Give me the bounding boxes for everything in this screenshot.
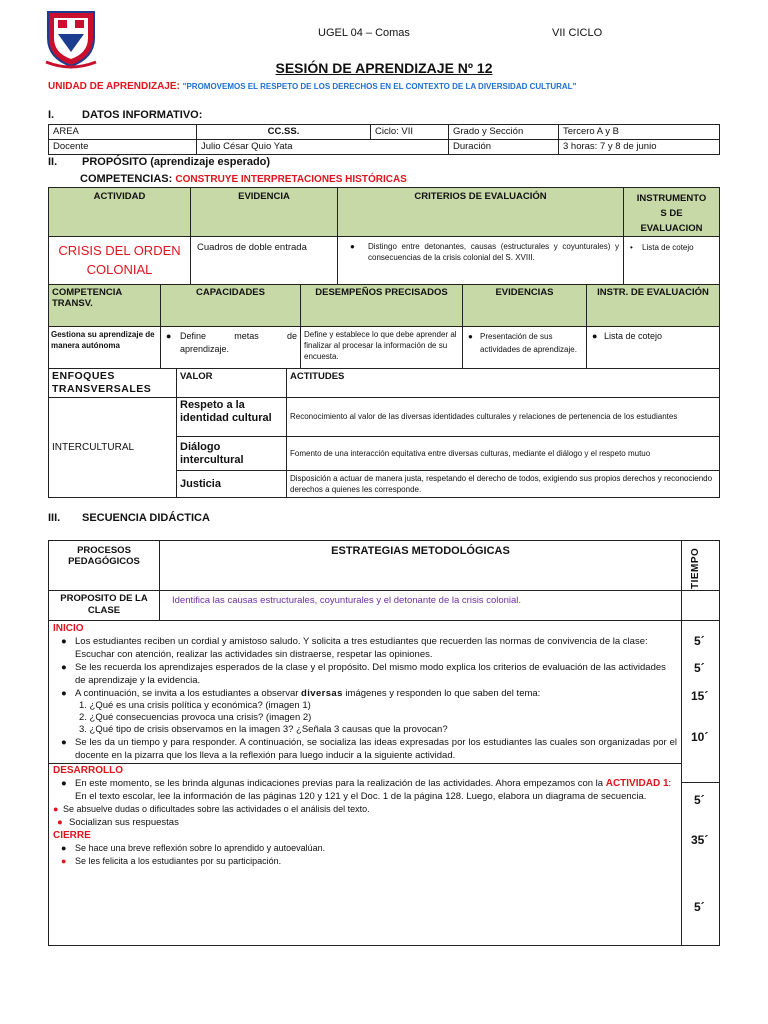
actitud-justicia: Disposición a actuar de manera justa, respetando el derecho de todos, exigiendo sus propios derechos y reconociendo derechos a quienes les corresponde.: [287, 471, 720, 498]
secuencia-table: [48, 540, 720, 946]
competencias-label: COMPETENCIAS:: [80, 173, 173, 185]
desarrollo-item-2: ● Se absuelve dudas o dificultades sobre las actividades o el análisis del texto.: [53, 804, 370, 814]
inicio-item-4: ● Se les da un tiempo y para responder. A continuación, se socializa las ideas expresadas por los estudiantes las cuales son organizadas por el docente en la pizarra que los lleva a la reflexión para luego inducir a la siguiente actividad.: [61, 737, 677, 761]
inicio-item-2: ● Se les recuerda los aprendizajes esperados de la clase y el propósito. Del mismo modo explica los criterios de evaluación de las actividades de aprendizaje y la evidencia.: [61, 662, 666, 686]
datos-heading: [48, 109, 202, 121]
col-competencia-transv: COMPETENCIA TRANSV.: [49, 285, 161, 327]
tiempo-3: 15´: [691, 689, 709, 703]
col-valor: VALOR: [177, 369, 287, 398]
desarrollo-label: DESARROLLO: [53, 765, 123, 776]
criterio-cell: ● Distingo entre detonantes, causas (estructurales y coyunturales) y consecuencias de la crisis colonial del S. XVIII.: [338, 237, 624, 287]
col-enfoques: ENFOQUES TRANSVERSALES: [49, 369, 177, 398]
competencias-value: CONSTRUYE INTERPRETACIONES HISTÓRICAS: [175, 174, 407, 185]
inicio-item-3: ● A continuación, se invita a los estudiantes a observar diversas imágenes y responden lo que saben del tema:: [61, 688, 541, 699]
grado-label: Grado y Sección: [449, 125, 559, 140]
page-title: SESIÓN DE APRENDIZAJE Nº 12: [275, 60, 493, 76]
cierre-label: CIERRE: [53, 830, 91, 841]
cierre-item-1: ● Se hace una breve reflexión sobre lo aprendido y autoevalúan.: [61, 843, 326, 853]
area-value: CC.SS.: [197, 125, 371, 140]
evidencia-transv-value: Presentación de sus actividades de aprendizaje.: [480, 332, 577, 354]
pregunta-2: 2. ¿Qué consecuencias provoca una crisis? (imagen 2): [79, 712, 312, 723]
pregunta-3: 3. ¿Qué tipo de crisis observamos en la imagen 3? ¿Señala 3 causas que la provocan?: [79, 724, 448, 735]
ciclo-value: Ciclo: VII: [371, 125, 449, 140]
tiempo-4: 10´: [691, 730, 709, 744]
col-instr-evaluacion: INSTR. DE EVALUACIÓN: [587, 285, 720, 327]
instrumento-value: Lista de cotejo: [642, 243, 694, 252]
ugel-label: UGEL 04 – Comas: [318, 27, 410, 39]
proposito-clase-label: PROPOSITO DE LA CLASE: [49, 591, 160, 621]
enfoque-value: [49, 398, 177, 498]
instrumento-cell: • Lista de cotejo: [624, 237, 720, 287]
actitud-dialogo: Fomento de una interacción equitativa entre diversas culturas, mediante el diálogo y el respeto mutuo: [287, 437, 720, 471]
cierre-item-2: ● Se les felicita a los estudiantes por su participación.: [61, 856, 282, 866]
evidencia-transv-cell: ● Presentación de sus actividades de aprendizaje.: [463, 327, 587, 369]
proposito-heading-num: II.: [48, 156, 58, 168]
secuencia-body: [49, 621, 682, 946]
desarrollo-item-3: ● Socializan sus respuestas: [57, 817, 179, 828]
unidad-value: "PROMOVEMOS EL RESPETO DE LOS DERECHOS EN EL CONTEXTO DE LA DIVERSIDAD CULTURAL": [182, 82, 577, 91]
col-criterios: CRITERIOS DE EVALUACIÓN: [338, 188, 624, 237]
criterio-value: Distingo entre detonantes, causas (estructurales y coyunturales) y consecuencias de la crisis colonial del S. XVIII.: [368, 242, 619, 262]
datos-heading-num: I.: [48, 109, 55, 121]
desarrollo-item-1: ● En este momento, se les brinda algunas indicaciones previas para la realización de las actividades. Ahora empezamos con la ACTIVIDAD 1: En el texto escolar, lee la información de las páginas 120 y 121 y el Doc. 1 de la página 128. Luego, elabora un diagrama de secuencia.: [61, 778, 672, 802]
capacidad-value: Define metas de aprendizaje.: [180, 331, 297, 354]
ciclo-label: VII CICLO: [552, 27, 603, 39]
pregunta-1: 1. ¿Qué es una crisis política y económica? (imagen 1): [79, 700, 311, 711]
enfoque-text: INTERCULTURAL: [52, 442, 135, 453]
tiempo-2: 5´: [694, 661, 705, 675]
datos-heading-text: DATOS INFORMATIVO:: [82, 109, 203, 121]
cierre-list: [53, 842, 677, 868]
proposito-table: [48, 187, 720, 287]
duracion-value: 3 horas: 7 y 8 de junio: [559, 140, 720, 155]
docente-label: Docente: [49, 140, 197, 155]
secuencia-heading-text: SECUENCIA DIDÁCTICA: [82, 512, 210, 524]
inicio-item-1: ● Los estudiantes reciben un cordial y amistoso saludo. Y solicita a tres estudiantes que recuerden las normas de convivencia de la clase: Escuchar con atención, realizar las actividades sin distraerse, respetar las opiniones.: [61, 636, 648, 660]
valor-respeto: Respeto a la identidad cultural: [177, 398, 287, 437]
competencia-transv-value: Gestiona su aprendizaje de manera autónoma: [49, 327, 161, 369]
tiempo-1: 5´: [694, 634, 705, 648]
col-tiempo: [682, 541, 720, 591]
tiempo-6: 35´: [691, 833, 709, 847]
col-actividad: ACTIVIDAD: [49, 188, 191, 237]
secuencia-heading: [48, 512, 210, 524]
col-evidencias: EVIDENCIAS: [463, 285, 587, 327]
inicio-list: [53, 635, 677, 700]
capacidad-cell: ● Define metas de aprendizaje.: [161, 327, 301, 369]
col-evidencia: EVIDENCIA: [191, 188, 338, 237]
evidencia-value: Cuadros de doble entrada: [191, 237, 338, 287]
instrumento-transv-value: Lista de cotejo: [604, 331, 663, 341]
inicio-label: INICIO: [53, 623, 84, 634]
actitud-respeto: Reconocimiento al valor de las diversas identidades culturales y relaciones de pertenencia de los estudiantes: [287, 398, 720, 437]
proposito-heading-text: PROPÓSITO (aprendizaje esperado): [82, 156, 271, 168]
tiempo-5: 5´: [694, 793, 705, 807]
secuencia-heading-num: III.: [48, 512, 61, 524]
preguntas-list: [53, 700, 677, 736]
tiempos-cell: [682, 621, 720, 946]
duracion-label: Duración: [449, 140, 559, 155]
transversal-table: [48, 284, 720, 369]
col-estrategias: ESTRATEGIAS METODOLÓGICAS: [160, 541, 682, 591]
datos-table: [48, 124, 720, 155]
enfoques-table: [48, 368, 720, 498]
col-instrumentos-line2: S DE: [660, 208, 683, 219]
desarrollo-list: [53, 777, 677, 829]
valor-justicia: Justicia: [177, 471, 287, 498]
tiempo-divider: [682, 782, 719, 783]
docente-value: Julio César Quio Yata: [197, 140, 449, 155]
col-instrumentos-line3: EVALUACION: [640, 223, 703, 234]
valor-dialogo: Diálogo intercultural: [177, 437, 287, 471]
tiempo-7: 5´: [694, 900, 705, 914]
col-instrumentos: [624, 188, 720, 237]
desempeno-value: Define y establece lo que debe aprender al finalizar al procesar la información de su encuesta.: [301, 327, 463, 369]
area-label: AREA: [49, 125, 197, 140]
col-procesos: PROCESOS PEDAGÓGICOS: [49, 541, 160, 591]
instrumento-transv-cell: ● Lista de cotejo: [587, 327, 720, 369]
grado-value: Tercero A y B: [559, 125, 720, 140]
col-instrumentos-line1: INSTRUMENTO: [636, 193, 707, 204]
unidad-label: UNIDAD DE APRENDIZAJE:: [48, 81, 180, 92]
col-desempenos: DESEMPEÑOS PRECISADOS: [301, 285, 463, 327]
unidad-line: [48, 81, 748, 92]
col-tiempo-label: TIEMPO: [690, 547, 701, 589]
proposito-clase-value: Identifica las causas estructurales, coyunturales y el detonante de la crisis colonial.: [160, 591, 682, 621]
proposito-tiempo: [682, 591, 720, 621]
col-actitudes: ACTITUDES: [287, 369, 720, 398]
competencias-line: [80, 173, 407, 185]
actividad-value: CRISIS DEL ORDEN COLONIAL: [49, 237, 191, 287]
col-capacidades: CAPACIDADES: [161, 285, 301, 327]
proposito-heading: [48, 156, 270, 168]
